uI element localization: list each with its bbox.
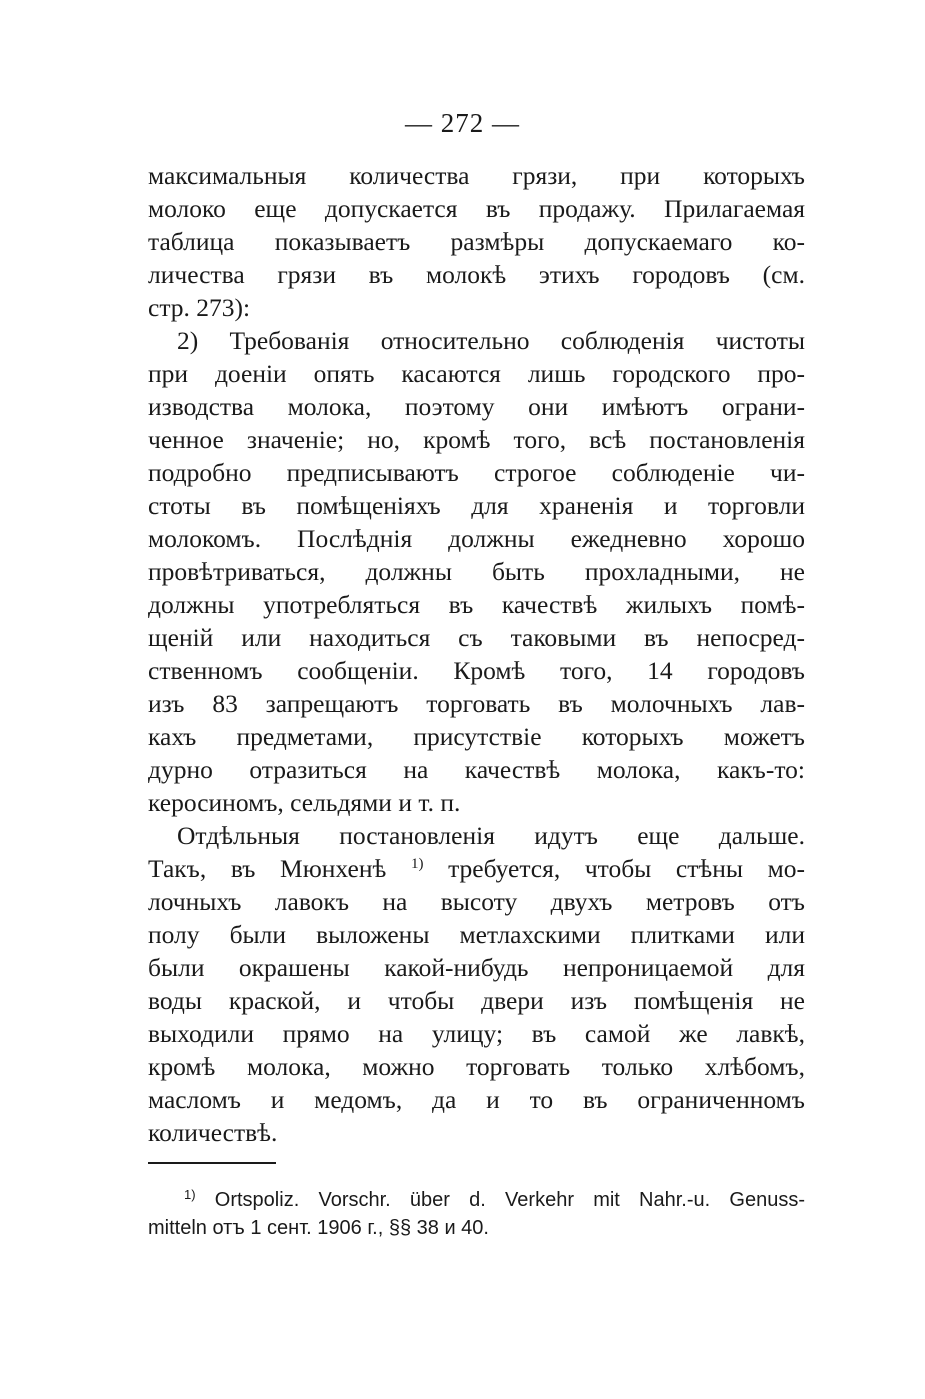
footnote-marker: 1) bbox=[184, 1187, 196, 1202]
text-line: дурно отразиться на качествѣ молока, какъ-то: bbox=[148, 755, 805, 784]
text-line: количествѣ. bbox=[148, 1118, 278, 1147]
text-line: стоты въ помѣщеніяхъ для храненія и торговли bbox=[148, 491, 805, 520]
text-line: подробно предписываютъ строгое соблюденіе чи- bbox=[148, 458, 805, 487]
text-line: масломъ и медомъ, да и то въ ограниченномъ bbox=[148, 1085, 805, 1114]
footnote-text: Ortspoliz. Vorschr. über d. Verkehr mit Nahr.-u. Genuss- bbox=[214, 1189, 805, 1211]
footnote-line bbox=[184, 1186, 805, 1214]
text-segment: требуется, чтобы стѣны мо- bbox=[448, 854, 806, 883]
text-line: ченное значеніе; но, кромѣ того, всѣ постановленія bbox=[148, 425, 805, 454]
text-line: 2) Требованія относительно соблюденія чистоты bbox=[177, 326, 805, 355]
text-line: кромѣ молока, можно торговать только хлѣбомъ, bbox=[148, 1052, 805, 1081]
text-line: ственномъ сообщеніи. Кромѣ того, 14 городовъ bbox=[148, 656, 805, 685]
text-line: личества грязи въ молокѣ этихъ городовъ (см. bbox=[148, 260, 805, 289]
text-line: лочныхъ лавокъ на высоту двухъ метровъ отъ bbox=[148, 887, 805, 916]
text-line: Отдѣльныя постановленія идутъ еще дальше. bbox=[177, 821, 805, 850]
text-line: молокомъ. Послѣднія должны ежедневно хорошо bbox=[148, 524, 805, 553]
text-line: таблица показываетъ размѣры допускаемаго ко- bbox=[148, 227, 805, 256]
text-line bbox=[148, 853, 805, 885]
text-line: щеній или находиться съ таковыми въ непосред- bbox=[148, 623, 805, 652]
footnote-divider bbox=[148, 1162, 276, 1164]
text-line: молоко еще допускается въ продажу. Прилагаемая bbox=[148, 194, 805, 223]
text-segment: Такъ, въ Мюнхенѣ bbox=[148, 854, 387, 883]
footnote-line: mitteln отъ 1 сент. 1906 г., §§ 38 и 40. bbox=[148, 1217, 489, 1239]
text-line: максимальныя количества грязи, при которыхъ bbox=[148, 161, 805, 190]
footnote-reference: 1) bbox=[410, 856, 424, 872]
text-line: были окрашены какой-нибудь непроницаемой для bbox=[148, 953, 805, 982]
text-line: стр. 273): bbox=[148, 293, 251, 322]
text-line: выходили прямо на улицу; въ самой же лавкѣ, bbox=[148, 1019, 805, 1048]
text-line: керосиномъ, сельдями и т. п. bbox=[148, 788, 461, 817]
text-line: изъ 83 запрещаютъ торговать въ молочныхъ лав- bbox=[148, 689, 805, 718]
text-line: воды краской, и чтобы двери изъ помѣщенія не bbox=[148, 986, 805, 1015]
text-line: полу были выложены метлахскими плитками или bbox=[148, 920, 805, 949]
text-line: провѣтриваться, должны быть прохладными, не bbox=[148, 557, 805, 586]
text-line: при доеніи опять касаются лишь городского про- bbox=[148, 359, 805, 388]
text-line: изводства молока, поэтому они имѣютъ ограни- bbox=[148, 392, 805, 421]
text-line: должны употребляться въ качествѣ жилыхъ помѣ- bbox=[148, 590, 805, 619]
page-number: — 272 — bbox=[405, 108, 520, 138]
text-line: кахъ предметами, присутствіе которыхъ можетъ bbox=[148, 722, 805, 751]
